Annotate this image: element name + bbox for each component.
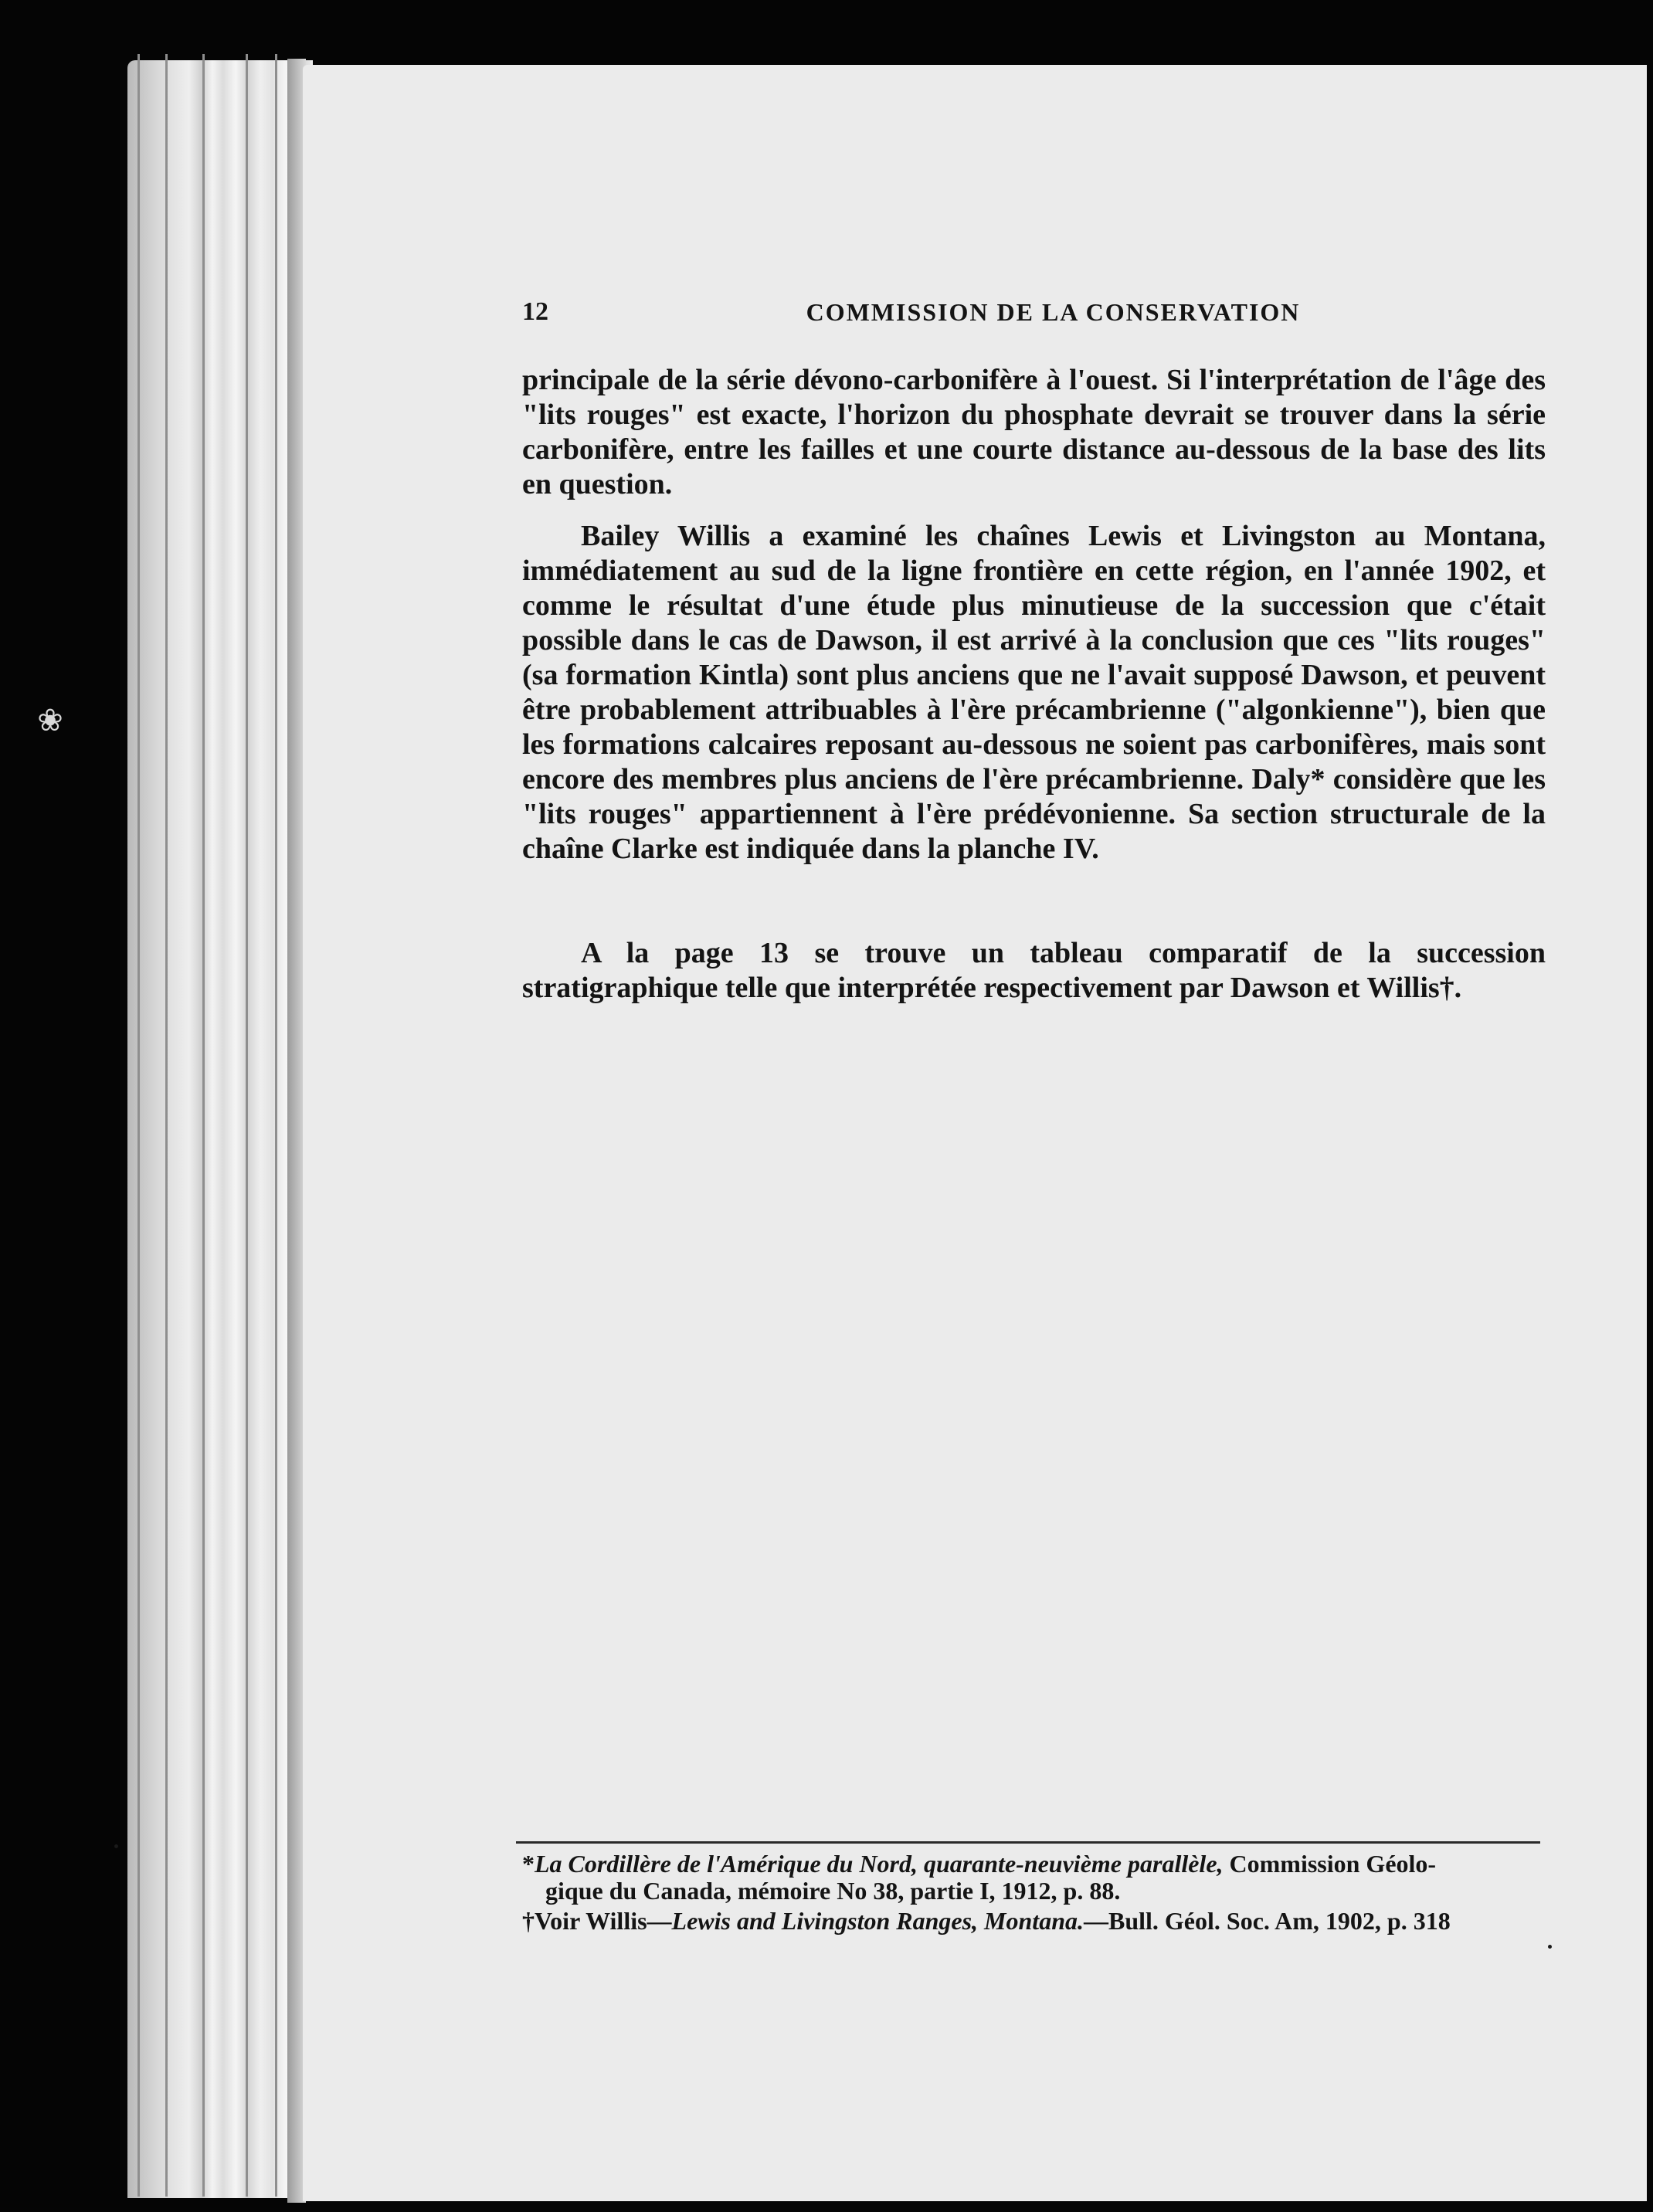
footnote-title: Lewis and Livingston Ranges, Montana. xyxy=(671,1907,1084,1935)
footnote-rule xyxy=(516,1841,1540,1844)
paragraph-text: Bailey Willis a examiné les chaînes Lewis et Livingston au Montana, immédiatement au sud de la ligne frontière en cette région, en l'année 1902, et comme le résultat d'une étude plus minutieuse de la succession que c'était possible dans le cas de Dawson, il est arrivé à la conclusion que ces "lits rouges" (sa formation Kintla) sont plus anciens que ne l'avait supposé Dawson, et peuvent être probablement attribuables à l'ère précambrienne ("algonkienne"), bien que les formations calcaires reposant au-dessous ne soient pas carbonifères, mais sont encore des membres plus anciens de l'ère précambrienne. Daly* considère que les "lits rouges" appartiennent à l'ère prédévonienne. Sa section structurale de la chaîne Clarke est indiquée dans la planche IV. xyxy=(522,520,1546,865)
paragraph-text: A la page 13 se trouve un tableau comparatif de la succession stratigraphique telle que interprétée respectivement par Dawson et Willis†. xyxy=(522,937,1546,1004)
scan-speck xyxy=(114,1844,118,1848)
running-head: COMMISSION DE LA CONSERVATION xyxy=(806,298,1301,326)
footnote-marker: * xyxy=(522,1850,535,1878)
page-edge-line xyxy=(165,54,168,2197)
body-paragraph: principale de la série dévono-carbonifère à l'ouest. Si l'interprétation de l'âge des "lits rouges" est exacte, l'horizon du phosphate devrait se trouver dans la série carbonifère, entre les failles et une courte distance au-dessous de la base des lits en question. xyxy=(522,364,1546,500)
scan-speck xyxy=(1548,1945,1552,1949)
footnote-text: Commission Géolo- xyxy=(1223,1850,1437,1878)
page-number: 12 xyxy=(522,297,548,326)
page-edge-line xyxy=(137,54,140,2197)
book-page-edges xyxy=(127,60,313,2198)
page-header xyxy=(522,295,1546,329)
body-paragraph xyxy=(522,519,1546,867)
footnote-text: Voir Willis— xyxy=(535,1907,672,1935)
footnote xyxy=(522,1908,1542,1935)
body-paragraph xyxy=(522,936,1546,1006)
footnote-text: —Bull. Géol. Soc. Am, 1902, p. 318 xyxy=(1083,1907,1451,1935)
page-edge-line xyxy=(246,54,248,2197)
footnote-text: gique du Canada, mémoire No 38, partie I, 1912, p. 88. xyxy=(545,1877,1121,1905)
footnote-title: La Cordillère de l'Amérique du Nord, quarante-neuvième parallèle, xyxy=(535,1850,1224,1878)
page-edge-line xyxy=(202,54,205,2197)
footnote-marker: † xyxy=(522,1907,535,1935)
page-edge-line xyxy=(275,54,277,2197)
scan-smudge-mark: ❀ xyxy=(37,703,63,738)
footnote xyxy=(522,1851,1542,1905)
